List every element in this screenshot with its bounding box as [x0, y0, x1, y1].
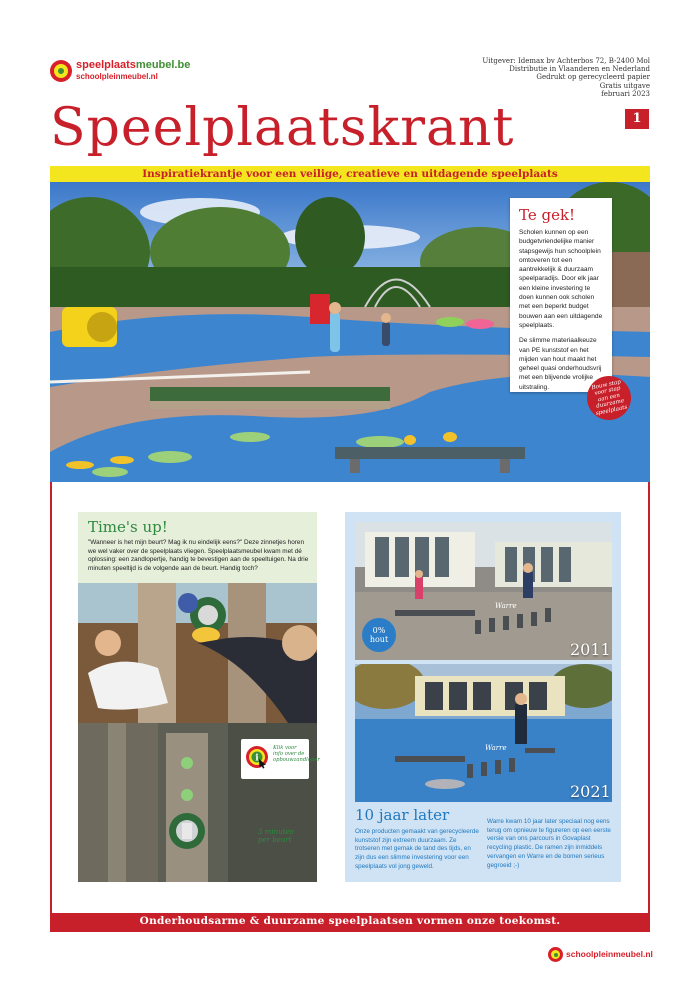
zero-wood-label: hout	[369, 635, 389, 644]
te-gek-paragraph-2: De slimme materiaalkeuze van PE kunststof en het mijden van hout maakt het geheel quasi onderhoudsvrij met een blijvende vrolijke uitstraling.	[519, 337, 602, 391]
logo-primary-a: speelplaats	[76, 59, 136, 71]
zero-wood-percent: 0%	[372, 626, 386, 635]
stepwise-badge: Bouw stap voor stap aan een duurzame speelplaats	[583, 372, 635, 424]
zero-wood-badge	[362, 618, 396, 652]
logo-center	[58, 68, 64, 74]
brand-logo[interactable]	[50, 58, 200, 84]
footer-banner	[50, 913, 650, 932]
te-gek-title: Te gek!	[519, 206, 576, 224]
svg-text:i: i	[255, 753, 259, 764]
klik-info-card[interactable]	[241, 739, 320, 779]
klik-info-text: Klik voor info over de opbouwzandloper	[273, 745, 320, 763]
children-photo-illustration	[78, 583, 317, 723]
publisher-line: Distributie in Vlaanderen en Nederland	[509, 65, 650, 74]
footer-logo-text: schoolpleinmeubel.nl	[566, 949, 653, 959]
warre-label-2021: Warre	[485, 744, 507, 752]
logo-primary	[76, 59, 190, 71]
three-minutes-label: 3 minuten per beurt	[258, 828, 295, 844]
tagline-text: Inspiratiekrantje voor een veilige, creatieve en uitdagende speelplaats	[142, 168, 558, 180]
tagline-bar	[50, 166, 650, 182]
te-gek-paragraph-1: Scholen kunnen op een budgetvriendelijke manier stapsgewijs hun schoolplein omtoveren tot een aantrekkelijk & duurzaam speelparadijs. Door elk jaar een kleine investering te doen kunnen ook scholen met een beperkt budget bouwen aan een uitdagende speelplaats.	[519, 229, 603, 329]
times-up-panel	[78, 512, 317, 583]
children-sandtimer-photo	[78, 583, 317, 723]
year-2021-label: 2021	[570, 782, 611, 801]
times-up-title: Time's up!	[88, 518, 168, 536]
ten-years-title: 10 jaar later	[355, 806, 450, 824]
info-cursor-icon	[245, 745, 269, 769]
footer-logo-center	[554, 953, 558, 957]
publisher-line: februari 2023	[601, 89, 650, 98]
logo-secondary: schoolpleinmeubel.nl	[76, 72, 158, 81]
issue-number-badge: 1	[625, 109, 649, 129]
publisher-info	[450, 57, 650, 98]
publisher-line: Uitgever: Idemax bv Achterbos 72, B-2400 Mol	[482, 57, 650, 65]
te-gek-card	[510, 198, 612, 392]
footer-banner-text: Onderhoudsarme & duurzame speelplaatsen vormen onze toekomst.	[139, 915, 561, 927]
logo-primary-b: meubel.be	[135, 59, 191, 71]
footer-logo[interactable]	[548, 946, 652, 964]
year-2011-label: 2011	[570, 640, 611, 659]
publisher-line: Gedrukt op gerecycleerd papier	[536, 73, 650, 82]
ten-years-col-1: Onze producten gemaakt van gerecycleerde kunststof zijn extreem duurzaam. Ze trotseren met gemak de tand des tijds, en zijn dus een slimme investering voor een speelplaats vol jong geweld.	[355, 828, 479, 870]
publisher-line: Gratis uitgave	[599, 81, 650, 90]
info-icon	[245, 745, 269, 769]
masthead-title: Speelplaatskrant	[50, 98, 515, 158]
ten-years-col-2: Warre kwam 10 jaar later speciaal nog eens terug om opnieuw te figureren op een eerste versie van ons parcours in Govaplast recycling plastic. De ramen zijn inmiddels vervangen en Warre en de bomen serieus gegroeid ;-)	[487, 818, 611, 869]
times-up-text: "Wanneer is het mijn beurt? Mag ik nu eindelijk eens?" Deze zinnetjes horen we wel vaker over de speelplaats vliegen. Speelplaatsmeubel kwam met dé oplossing: een zandlopertje, handig te bevestigen aan de speeltuigen. Na drie minuten speeltijd is de volgende aan de beurt. Handig toch?	[88, 539, 309, 572]
warre-label-2011: Warre	[495, 602, 517, 610]
